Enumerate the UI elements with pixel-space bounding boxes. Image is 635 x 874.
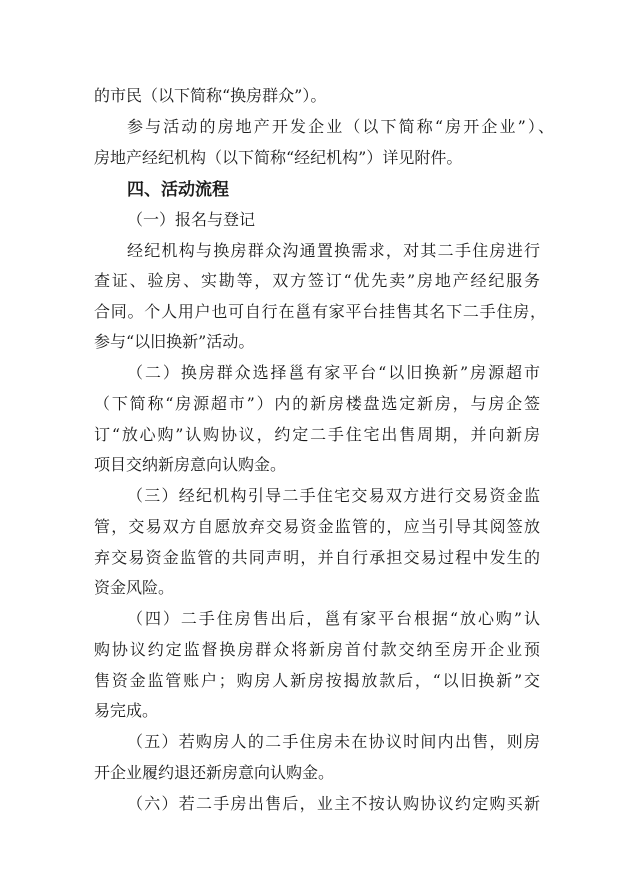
text-line-21: 易完成。	[94, 701, 159, 720]
text-line-3: 房地产经纪机构（以下简称“经纪机构”）详见附件。	[94, 148, 463, 167]
text-line-24: （六）若二手房出售后，业主不按认购协议约定购买新	[127, 794, 540, 813]
text-line-1: 的市民（以下简称“换房群众”）。	[94, 86, 327, 105]
text-line-7: 查证、验房、实勘等，双方签订“优先卖”房地产经纪服务	[94, 271, 540, 290]
text-line-17: 资金风险。	[94, 578, 175, 597]
text-line-12: 订“放心购”认购协议，约定二手住宅出售周期，并向新房	[94, 425, 540, 444]
text-line-20: 售资金监管账户；购房人新房按揭放款后，“以旧换新”交	[94, 671, 540, 690]
section-heading: 四、活动流程	[127, 180, 229, 200]
text-line-13: 项目交纳新房意向认购金。	[94, 455, 287, 474]
text-line-2: 参与活动的房地产开发企业（以下简称“房开企业”）、	[127, 117, 554, 136]
text-line-6: 经纪机构与换房群众沟通置换需求，对其二手住房进行	[127, 241, 540, 260]
text-line-19: 购协议约定监督换房群众将新房首付款交纳至房开企业预	[94, 640, 540, 659]
text-line-22: （五）若购房人的二手住房未在协议时间内出售，则房	[127, 732, 540, 751]
text-line-16: 弃交易资金监管的共同声明，并自行承担交易过程中发生的	[94, 548, 540, 567]
text-line-8: 合同。个人用户也可自行在邕有家平台挂售其名下二手住房，	[94, 302, 546, 321]
text-line-14: （三）经纪机构引导二手住宅交易双方进行交易资金监	[127, 486, 540, 505]
text-line-10: （二）换房群众选择邕有家平台“以旧换新”房源超市	[127, 363, 540, 382]
subsection-heading-1: （一）报名与登记	[127, 210, 256, 229]
text-line-15: 管，交易双方自愿放弃交易资金监管的，应当引导其阅签放	[94, 517, 540, 536]
text-line-11: （下简称“房源超市”）内的新房楼盘选定新房，与房企签	[94, 394, 540, 413]
text-line-18: （四）二手住房售出后，邕有家平台根据“放心购”认	[127, 609, 540, 628]
text-line-23: 开企业履约退还新房意向认购金。	[94, 763, 335, 782]
text-line-9: 参与“以旧换新”活动。	[94, 332, 255, 351]
